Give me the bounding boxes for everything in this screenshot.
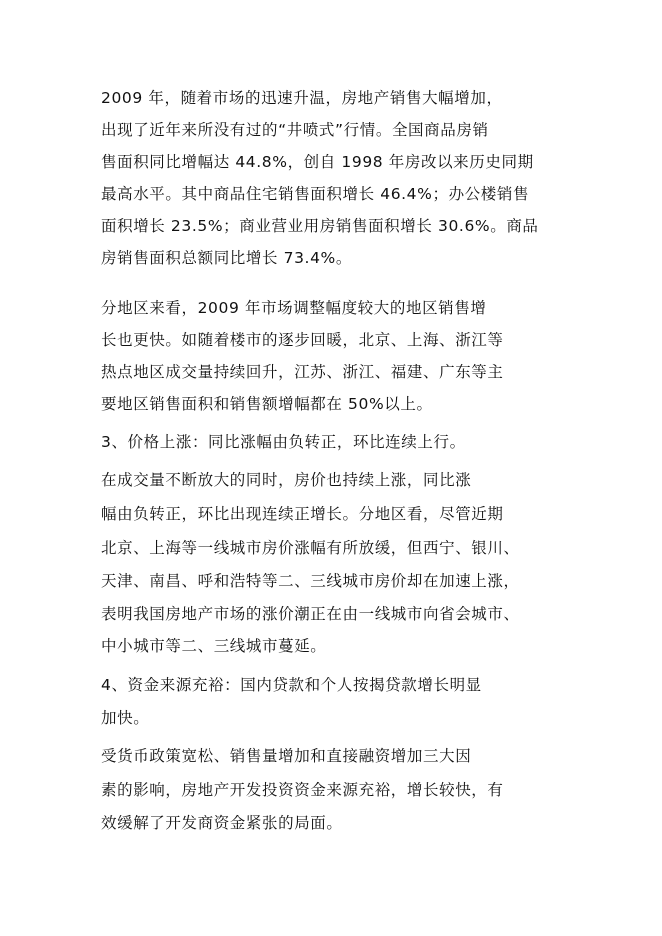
section-heading-4-line-2: 加快。	[101, 709, 150, 727]
paragraph-2-line-3: 热点地区成交量持续回升，江苏、浙江、福建、广东等主	[101, 363, 504, 381]
paragraph-4-line-1: 受货币政策宽松、销售量增加和直接融资增加三大因	[101, 747, 472, 765]
section-heading-3: 3、价格上涨：同比涨幅由负转正，环比连续上行。	[101, 433, 466, 451]
paragraph-1-line-6: 房销售面积总额同比增长 73.4%。	[101, 249, 352, 267]
paragraph-4-line-2: 素的影响，房地产开发投资资金来源充裕，增长较快，有	[101, 781, 504, 799]
paragraph-1-line-3: 售面积同比增幅达 44.8%，创自 1998 年房改以来历史同期	[101, 153, 534, 171]
section-heading-4-line-1: 4、资金来源充裕：国内贷款和个人按揭贷款增长明显	[101, 676, 482, 694]
paragraph-1-line-2: 出现了近年来所没有过的“井喷式”行情。全国商品房销	[101, 121, 489, 139]
paragraph-2-line-1: 分地区来看，2009 年市场调整幅度较大的地区销售增	[101, 299, 487, 317]
paragraph-3-line-6: 中小城市等二、三线城市蔓延。	[101, 637, 327, 655]
paragraph-1-line-1: 2009 年，随着市场的迅速升温，房地产销售大幅增加，	[101, 89, 503, 107]
paragraph-3-line-3: 北京、上海等一线城市房价涨幅有所放缓，但西宁、银川、	[101, 539, 520, 557]
paragraph-2-line-2: 长也更快。如随着楼市的逐步回暖，北京、上海、浙江等	[101, 331, 504, 349]
paragraph-3-line-2: 幅由负转正，环比出现连续正增长。分地区看，尽管近期	[101, 505, 504, 523]
paragraph-2-line-4: 要地区销售面积和销售额增幅都在 50%以上。	[101, 395, 433, 413]
paragraph-1-line-4: 最高水平。其中商品住宅销售面积增长 46.4%；办公楼销售	[101, 185, 530, 203]
paragraph-3-line-4: 天津、南昌、呼和浩特等二、三线城市房价却在加速上涨，	[101, 572, 520, 590]
paragraph-3-line-1: 在成交量不断放大的同时，房价也持续上涨，同比涨	[101, 471, 472, 489]
paragraph-1-line-5: 面积增长 23.5%；商业营业用房销售面积增长 30.6%。商品	[101, 217, 539, 235]
paragraph-3-line-5: 表明我国房地产市场的涨价潮正在由一线城市向省会城市、	[101, 605, 520, 623]
paragraph-4-line-3: 效缓解了开发商资金紧张的局面。	[101, 814, 343, 832]
